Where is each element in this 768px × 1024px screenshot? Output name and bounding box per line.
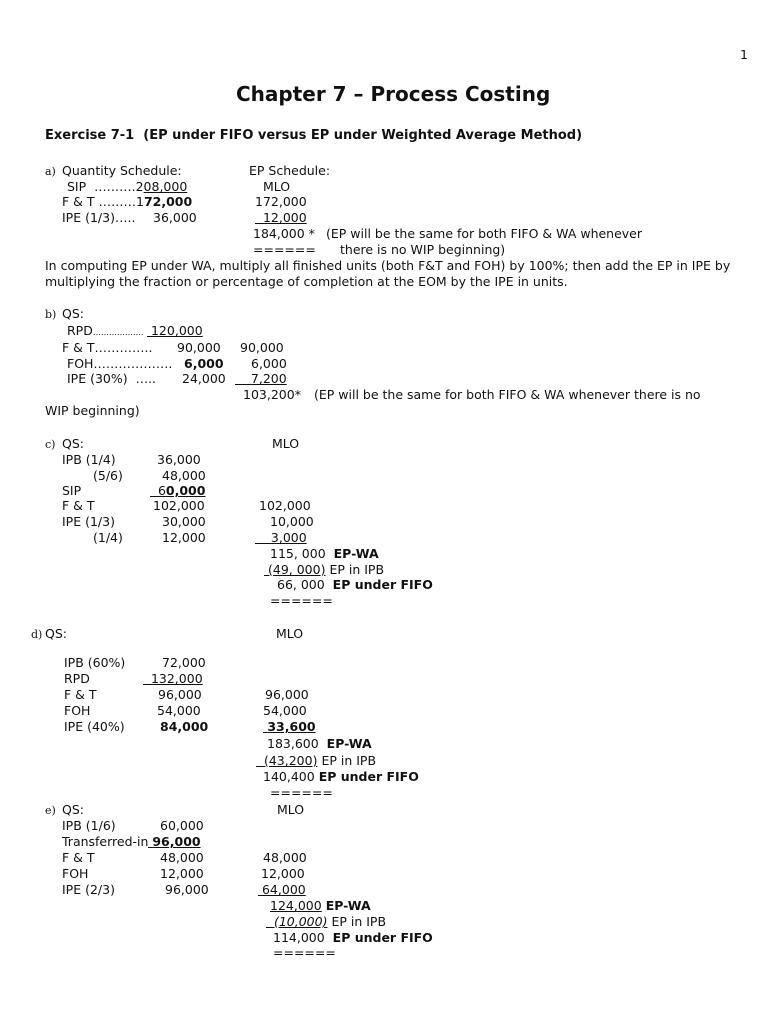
e-ft-label: F & T [62,850,95,865]
e-ep-foh: 12,000 [261,866,305,881]
d-foh-value: 54,000 [157,703,201,718]
a-equals-line: ====== [253,242,316,257]
a-sip-label: SIP ……….208,000 [67,179,188,194]
c-ipe-value: 30,000 [162,514,206,529]
d-ep-ft: 96,000 [265,687,309,702]
e-ipb-label: IPB (1/6) [62,818,116,833]
d-ipe-label: IPE (40%) [64,719,125,734]
b-ep-total: 103,200* [243,387,301,402]
b-ipe-label: IPE (30%) ….. [67,371,157,386]
section-a-label: a) [45,165,56,178]
b-note-2: WIP beginning) [45,403,140,418]
d-ep-fifo: 140,400 EP under FIFO [263,769,419,784]
a-mlo-label: MLO [263,179,291,194]
c-sip-value: 60,000 [157,483,206,498]
c-ft-value: 102,000 [153,498,205,513]
c-equals-line: ====== [270,593,333,608]
e-foh-value: 12,000 [160,866,204,881]
e-ipb-value: 60,000 [160,818,204,833]
e-ep-ft: 48,000 [263,850,307,865]
e-ep-ipe: 64,000 [261,882,306,897]
e-ep-ipb: (10,000) EP in IPB [273,914,387,929]
quantity-schedule-title: Quantity Schedule: [62,163,182,178]
c-ep-ipe2: 3,000 [270,530,307,545]
a-note-1: (EP will be the same for both FIFO & WA whenever [326,226,643,241]
d-mlo-label: MLO [276,626,304,641]
a-note-2: there is no WIP beginning) [340,242,506,257]
b-ep-ft: 90,000 [240,340,284,355]
c-ipb2-label: (5/6) [93,468,123,483]
d-ipe-value: 84,000 [160,719,209,734]
wa-explanation-paragraph: In computing EP under WA, multiply all finished units (both F&T and FOH) by 100%; then add the EP in IPE by multiplying the fraction or percentage of completion at the EOM by the IPE in units. [45,258,731,289]
c-sip-label: SIP [62,483,82,498]
a-ipe-label: IPE (1/3)….. [62,210,136,225]
exercise-heading: Exercise 7-1 (EP under FIFO versus EP under Weighted Average Method) [45,128,583,143]
c-ipe-label: IPE (1/3) [62,514,115,529]
d-ipb-value: 72,000 [162,655,206,670]
a-ep-total: 184,000 * [253,226,315,241]
e-ep-wa: 124,000 EP-WA [270,898,371,913]
a-ep-ft: 172,000 [255,194,307,209]
b-rpd-label: RPD………………. [67,323,144,338]
c-qs-title: QS: [62,436,84,451]
b-ep-foh: 6,000 [251,356,287,371]
c-ep-ipb: (49, 000) EP in IPB [267,562,385,577]
d-rpd-label: RPD [64,671,90,686]
a-ft-label: F & T ………172,000 [62,194,193,209]
b-note: (EP will be the same for both FIFO & WA whenever there is no [314,387,701,402]
d-ep-ipe: 33,600 [267,719,316,734]
c-ipb2-value: 48,000 [162,468,206,483]
section-d-label: d) [31,628,43,641]
c-ipb-label: IPB (1/4) [62,452,116,467]
d-ep-wa: 183,600 EP-WA [267,736,372,751]
d-foh-label: FOH [64,703,91,718]
d-equals-line: ====== [270,785,333,800]
e-transferred-in-label: Transferred-in [62,834,149,849]
page-number: 1 [740,47,748,62]
c-ipb-value: 36,000 [157,452,201,467]
b-qs-title: QS: [62,306,84,321]
section-b-label: b) [45,308,57,321]
d-qs-title: QS: [45,626,67,641]
d-ft-value: 96,000 [158,687,202,702]
e-ipe-label: IPE (2/3) [62,882,115,897]
e-ep-fifo: 114,000 EP under FIFO [273,930,433,945]
c-ipe2-value: 12,000 [162,530,206,545]
c-ipe2-label: (1/4) [93,530,123,545]
page-title: Chapter 7 – Process Costing [236,82,551,106]
c-ep-fifo: 66, 000 EP under FIFO [277,577,433,592]
e-foh-label: FOH [62,866,89,881]
b-ft-value: 90,000 [177,340,221,355]
c-ep-wa: 115, 000 EP-WA [270,546,379,561]
e-equals-line: ====== [273,945,336,960]
b-foh-value: 6,000 [184,356,224,371]
c-ft-label: F & T [62,498,95,513]
ep-schedule-title: EP Schedule: [249,163,331,178]
section-c-label: c) [45,438,56,451]
e-transferred-in-value: 96,000 [152,834,201,849]
e-mlo-label: MLO [277,802,305,817]
b-foh-label: FOH………………. [67,356,173,371]
d-ep-foh: 54,000 [263,703,307,718]
b-ipe-value: 24,000 [182,371,226,386]
c-mlo-label: MLO [272,436,300,451]
e-ipe-value: 96,000 [165,882,209,897]
e-ft-value: 48,000 [160,850,204,865]
section-e-label: e) [45,804,56,817]
c-ep-ipe: 10,000 [270,514,314,529]
b-ep-ipe: 7,200 [250,371,287,386]
e-qs-title: QS: [62,802,84,817]
d-rpd-value: 132,000 [150,671,203,686]
c-ep-ft: 102,000 [259,498,311,513]
d-ipb-label: IPB (60%) [64,655,126,670]
d-ft-label: F & T [64,687,97,702]
b-rpd-value: 120,000 [150,323,203,338]
a-ep-ipe: 12,000 [262,210,307,225]
b-ft-label: F & T………….. [62,340,153,355]
d-ep-ipb: (43,200) EP in IPB [263,753,377,768]
a-ipe-value: 36,000 [153,210,197,225]
